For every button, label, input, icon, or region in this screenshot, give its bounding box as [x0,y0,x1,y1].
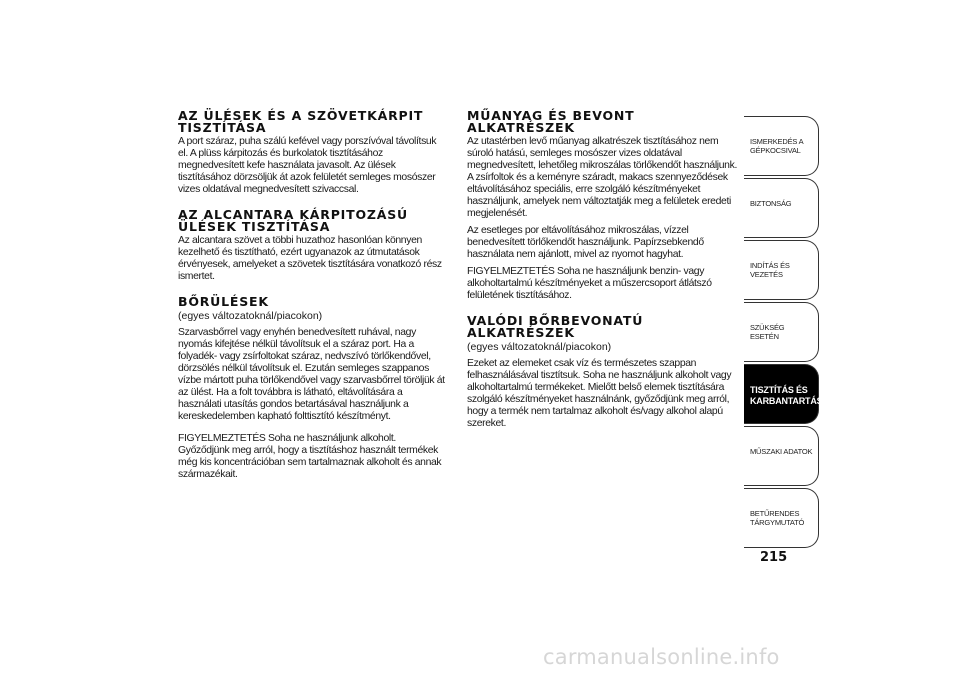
paragraph: Az esetleges por eltávolításához mikroszálas, vízzel benedvesített törlőkendőt használjunk. Papírzsebkendő használata nem ajánlott, mivel az nyomot hagyhat. [467,225,704,260]
tab-emergency[interactable]: SZÜKSÉG ESETÉN [744,302,819,362]
paragraph: Az utastérben levő műanyag alkatrészek tisztításához nem súroló hatású, semleges mosószer vizes oldatával megnedvesített, lehetőleg mikroszálas törlőkendőt használjunk. A zsírfoltok és a keményre száradt, makacs szennyeződések eltávolításához speciális, erre szolgáló készítményeket használjunk, amelyek nem változtatják meg a felületek eredeti megjelenését. [467,136,737,219]
tab-technical-data[interactable]: MŰSZAKI ADATOK [744,426,819,486]
tab-starting-driving[interactable]: INDÍTÁS ÉS VEZETÉS [744,240,819,300]
paragraph: Ezeket az elemeket csak víz és természetes szappan felhasználásával tisztítsuk. Soha ne használjunk alkoholt vagy alkoholtartalmú termékeket. Mielőtt belső elemek tisztítására szolgáló készítményeket használnánk, győződjünk meg arról, hogy a termék nem tartalmaz alkoholt és/vagy alkohol alapú szereket. [467,358,732,429]
chapter-tabs [744,116,823,550]
tab-cleaning-maintenance[interactable]: TISZTÍTÁS ÉS KARBANTARTÁS [744,364,819,424]
paragraph: Szarvasbőrrel vagy enyhén benedvesített ruhával, nagy nyomás kifejtése nélkül távolítsuk el a száraz port. Ha a folyadék- vagy zsírfoltokat száraz, nedvszívó törlőkendővel, dörzsölés nélkül távolítsuk el. Ezután semleges szappanos vízbe mártott puha törlőkendővel vagy szarvasbőrrel töröljük át az ülést. Ha a folt továbbra is látható, eltávolítására a használati utasítás gondos betartásával használjunk a kereskedelemben kapható folttisztító készítményt. [178,327,445,422]
section-subtitle: (egyes változatoknál/piacokon) [467,341,612,353]
section-title-alcantara: AZ ALCANTARA KÁRPITOZÁSÚ ÜLÉSEK TISZTÍTÁSA [178,207,408,234]
watermark: carmanualsonline.info [543,645,780,669]
warning-paragraph: FIGYELMEZTETÉS Soha ne használjunk benzin- vagy alkoholtartalmú készítményeket a műszercsoport átlátszó felületének tisztításához. [467,266,712,301]
left-column [178,110,448,486]
tab-getting-to-know[interactable]: ISMERKEDÉS A GÉPKOCSIVAL [744,116,819,176]
page-number: 215 [760,550,788,565]
paragraph: Az alcantara szövet a többi huzathoz hasonlóan könnyen kezelhető és tisztítható, ezért ugyanazok az útmutatások érvényesek, amelyeket a szövetek tisztítására vonatkozó rész ismertet. [178,235,442,282]
warning-paragraph: FIGYELMEZTETÉS Soha ne használjunk alkoholt. Győződjünk meg arról, hogy a tisztításhoz használt termékek még kis koncentrációban sem tartalmaznak alkoholt és annak származékait. [178,433,442,480]
section-title-seats-fabric: AZ ÜLÉSEK ÉS A SZÖVETKÁRPIT TISZTÍTÁSA [178,108,424,135]
section-title-plastic-parts: MŰANYAG ÉS BEVONT ALKATRÉSZEK [467,108,635,135]
paragraph: A port száraz, puha szálú kefével vagy porszívóval távolítsuk el. A plüss kárpitozás és burkolatok tisztításához megnedvesített kefe használata javasolt. Az ülések tisztításához dörzsöljük át azok felületét semleges mosószer vizes oldatával megnedvesített szivaccsal. [178,136,437,195]
right-column [467,110,739,435]
tab-index[interactable]: BETŰRENDES TÁRGYMUTATÓ [744,488,819,548]
section-title-genuine-leather: VALÓDI BŐRBEVONATÚ ALKATRÉSZEK [467,313,644,340]
section-title-leather-seats: BŐRÜLÉSEK [178,294,269,309]
tab-safety[interactable]: BIZTONSÁG [744,178,819,238]
section-subtitle: (egyes változatoknál/piacokon) [178,310,323,322]
